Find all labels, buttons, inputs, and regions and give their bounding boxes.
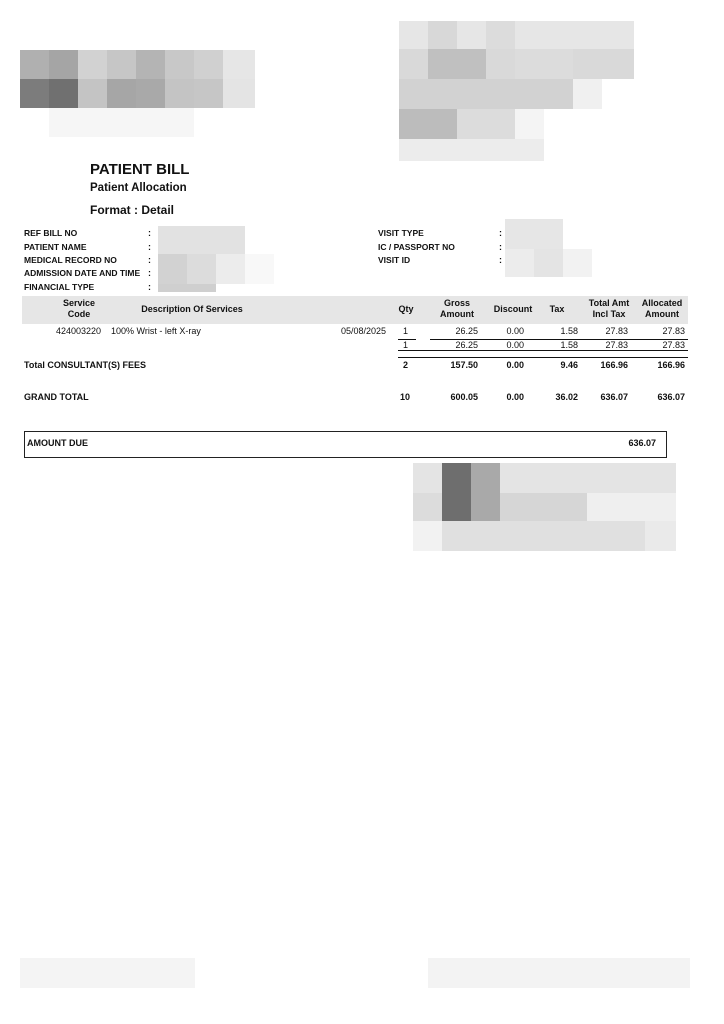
header-tax: Tax bbox=[549, 304, 565, 314]
patient-name-label: PATIENT NAME bbox=[24, 242, 87, 252]
amount-due-box bbox=[24, 431, 667, 458]
header-service-code-line2: Code bbox=[67, 309, 91, 319]
visit-type-colon: : bbox=[499, 228, 502, 238]
row-date: 05/08/2025 bbox=[341, 326, 387, 336]
visit-id-colon: : bbox=[499, 255, 502, 265]
consultant-total-gross: 157.50 bbox=[450, 360, 478, 370]
medical-record-no-colon: : bbox=[148, 255, 151, 265]
header-gross-amount bbox=[432, 298, 482, 320]
redacted-address bbox=[399, 21, 634, 161]
subtotal-underline bbox=[398, 350, 688, 351]
consultant-total-total: 166.96 bbox=[600, 360, 628, 370]
header-gross-line2: Amount bbox=[440, 309, 474, 319]
patient-name-colon: : bbox=[148, 242, 151, 252]
header-discount: Discount bbox=[493, 304, 533, 314]
visit-type-label: VISIT TYPE bbox=[378, 228, 424, 238]
redacted-stamp bbox=[413, 463, 676, 551]
admission-date-label: ADMISSION DATE AND TIME bbox=[24, 268, 141, 278]
grand-total-total: 636.07 bbox=[600, 392, 628, 402]
row-description: 100% Wrist - left X-ray bbox=[111, 326, 201, 336]
document-format: Format : Detail bbox=[90, 203, 175, 217]
header-service-code bbox=[50, 298, 108, 320]
header-gross-line1: Gross bbox=[443, 298, 470, 308]
header-allocated-amount bbox=[636, 298, 688, 320]
consultant-total-qty: 2 bbox=[403, 360, 409, 370]
header-service-code-line1: Service bbox=[62, 298, 96, 308]
visit-id-label: VISIT ID bbox=[378, 255, 411, 265]
ref-bill-no-label: REF BILL NO bbox=[24, 228, 78, 238]
header-total-line2: Incl Tax bbox=[592, 309, 626, 319]
header-allocated-line2: Amount bbox=[645, 309, 679, 319]
header-allocated-line1: Allocated bbox=[641, 298, 683, 308]
subtotal-qty: 1 bbox=[403, 340, 409, 350]
row-tax: 1.58 bbox=[560, 326, 578, 336]
redacted-logo bbox=[20, 50, 255, 140]
redacted-footer-left bbox=[20, 958, 195, 988]
subtotal-gross: 26.25 bbox=[455, 340, 478, 350]
grand-total-allocated: 636.07 bbox=[657, 392, 685, 402]
subtotal-total: 27.83 bbox=[605, 340, 628, 350]
amount-due-label: AMOUNT DUE bbox=[27, 438, 88, 448]
redacted-visit-values bbox=[505, 219, 595, 277]
redacted-footer-right bbox=[428, 958, 690, 988]
redacted-patient-values bbox=[158, 226, 278, 292]
row-total: 27.83 bbox=[605, 326, 628, 336]
grand-total-tax: 36.02 bbox=[555, 392, 578, 402]
consultant-line bbox=[398, 357, 688, 358]
document-title: PATIENT BILL bbox=[90, 161, 190, 178]
row-discount: 0.00 bbox=[506, 326, 524, 336]
row-gross: 26.25 bbox=[455, 326, 478, 336]
ic-passport-label: IC / PASSPORT NO bbox=[378, 242, 455, 252]
amount-due-value: 636.07 bbox=[628, 438, 656, 448]
header-total-line1: Total Amt bbox=[588, 298, 630, 308]
consultant-total-tax: 9.46 bbox=[560, 360, 578, 370]
consultant-total-label: Total CONSULTANT(S) FEES bbox=[24, 360, 146, 370]
header-qty: Qty bbox=[398, 304, 414, 314]
consultant-total-allocated: 166.96 bbox=[657, 360, 685, 370]
ic-passport-colon: : bbox=[499, 242, 502, 252]
ref-bill-no-colon: : bbox=[148, 228, 151, 238]
row-allocated: 27.83 bbox=[662, 326, 685, 336]
header-description: Description Of Services bbox=[141, 304, 243, 314]
subtotal-tax: 1.58 bbox=[560, 340, 578, 350]
document-subtitle: Patient Allocation bbox=[90, 182, 187, 194]
admission-date-colon: : bbox=[148, 268, 151, 278]
consultant-total-discount: 0.00 bbox=[506, 360, 524, 370]
row-qty: 1 bbox=[403, 326, 409, 336]
financial-type-colon: : bbox=[148, 282, 151, 292]
header-total-amt bbox=[582, 298, 636, 320]
subtotal-allocated: 27.83 bbox=[662, 340, 685, 350]
subtotal-discount: 0.00 bbox=[506, 340, 524, 350]
grand-total-qty: 10 bbox=[400, 392, 411, 402]
grand-total-gross: 600.05 bbox=[450, 392, 478, 402]
grand-total-discount: 0.00 bbox=[506, 392, 524, 402]
financial-type-label: FINANCIAL TYPE bbox=[24, 282, 95, 292]
grand-total-label: GRAND TOTAL bbox=[24, 392, 89, 402]
medical-record-no-label: MEDICAL RECORD NO bbox=[24, 255, 117, 265]
row-service-code: 424003220 bbox=[56, 326, 102, 336]
